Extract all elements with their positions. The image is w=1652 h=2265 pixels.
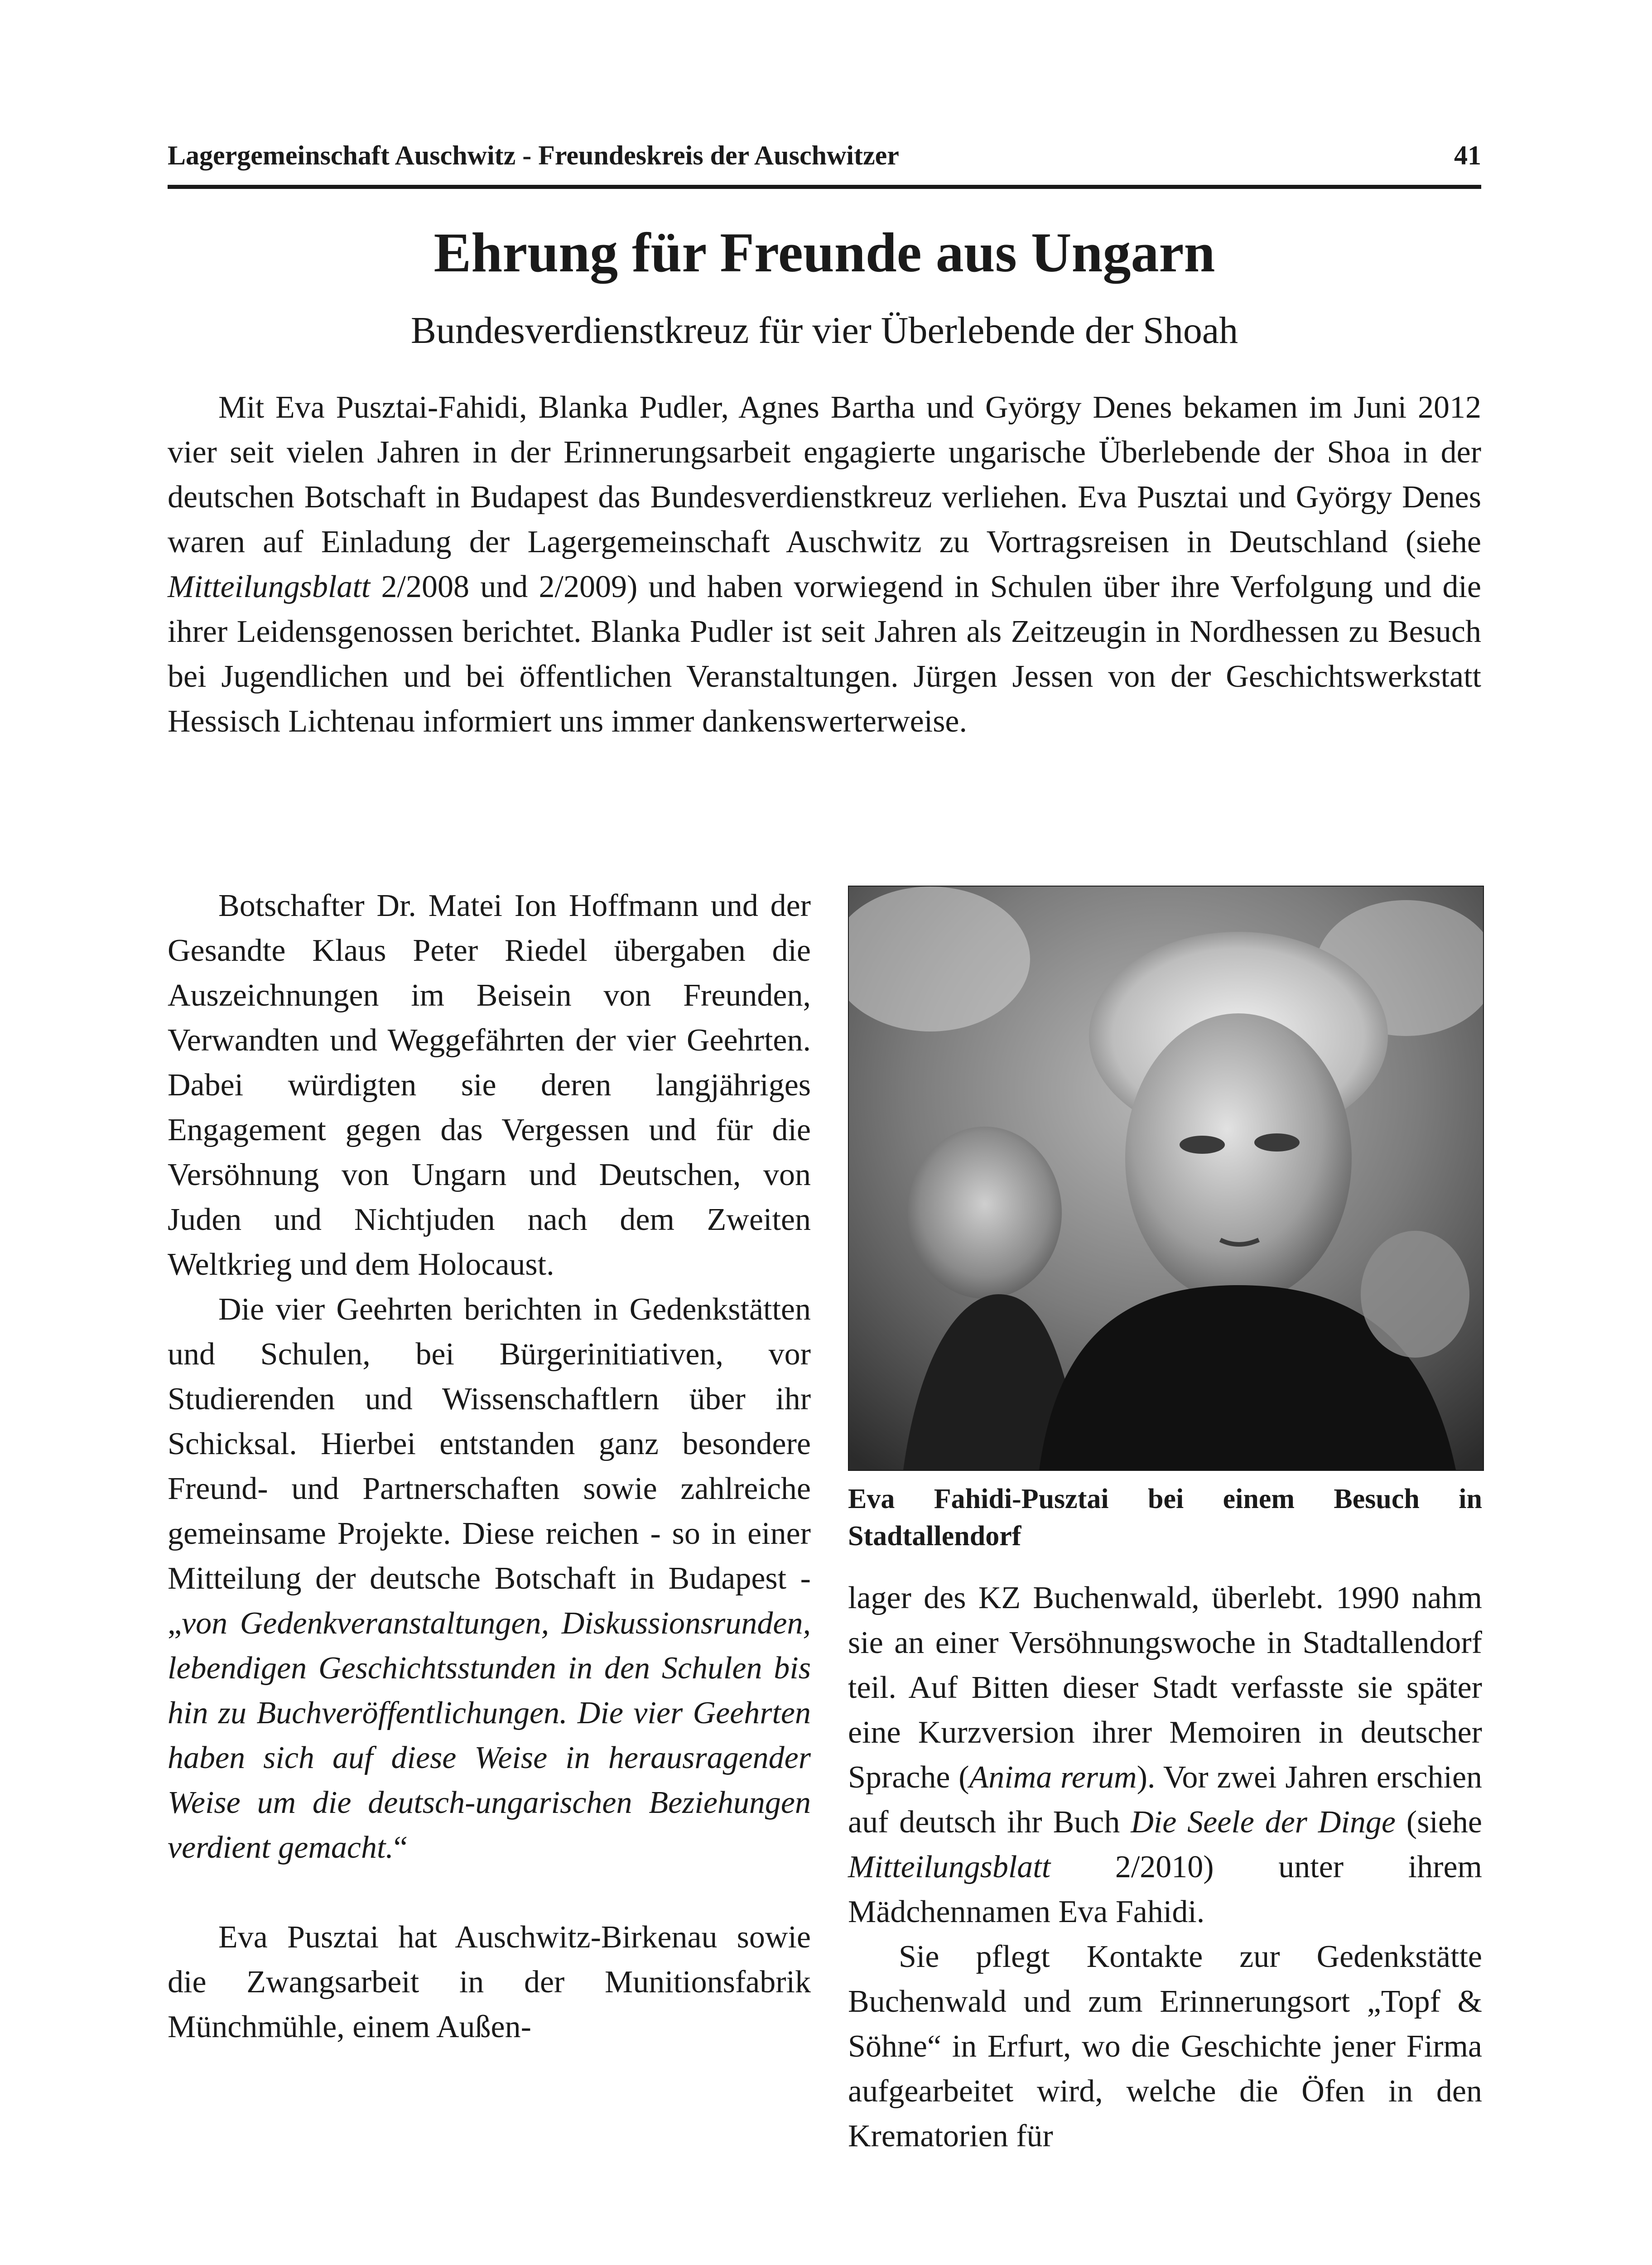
left-paragraph-3: Eva Pusztai hat Auschwitz-Birkenau sowie die Zwangsarbeit in der Munitionsfabrik Münchmühle, einem Außen- xyxy=(168,1920,811,2044)
running-title: Lagergemeinschaft Auschwitz - Freundeskreis der Auschwitzer xyxy=(168,140,899,170)
right-p1-b: ). Vor zwei Jahren erschien auf deutsch ihr Buch xyxy=(848,1760,1483,1840)
portrait-photo-illustration xyxy=(849,887,1483,1470)
photo-caption: Eva Fahidi-Pusztai bei einem Besuch in Stadtallendorf xyxy=(848,1484,1482,1552)
embassy-quote: von Gedenkveranstaltungen, Diskussionsrunden, lebendigen Geschichtsstunden in den Schulen bis hin zu Buchveröffentlichungen. Die vier Geehrten haben sich auf diese Weise in herausragender Weise um die deutsch-ungarischen Beziehungen verdient gemacht. xyxy=(168,1606,811,1865)
article-subtitle: Bundesverdienstkreuz für vier Überlebende der Shoah xyxy=(410,309,1238,352)
right-p1-a: lager des KZ Buchenwald, überlebt. 1990 nahm sie an einer Versöhnungswoche in Stadtallendorf teil. Auf Bitten dieser Stadt verfasste sie später eine Kurzversion ihrer Memoiren in deutscher Sprache ( xyxy=(848,1581,1482,1795)
intro-text-1: Mit Eva Pusztai-Fahidi, Blanka Pudler, Agnes Bartha und György Denes bekamen im Juni 2012 vier seit vielen Jahren in der Erinnerungsarbeit engagierte ungarische Überlebende der Shoa in der deutschen Botschaft in Budapest das Bundesverdienstkreuz verliehen. Eva Pusztai und György Denes waren auf Einladung der Lagergemeinschaft Auschwitz zu Vortragsreisen in Deutschland (siehe xyxy=(168,390,1481,559)
left-p2-lead: Die vier Geehrten berichten in Gedenkstätten und Schulen, bei Bürgerinitiativen, vor Studierenden und Wissenschaftlern über ihr Schicksal. Hierbei entstanden ganz besondere Freund- und Partnerschaften sowie zahlreiche gemeinsame Projekte. Diese reichen - so in einer Mitteilung der deutsche Botschaft in Budapest - „ xyxy=(168,1292,811,1641)
left-paragraph-1: Botschafter Dr. Matei Ion Hoffmann und der Gesandte Klaus Peter Riedel übergaben die Auszeichnungen im Beisein von Freunden, Verwandten und Weggefährten der vier Geehrten. Dabei würdigten sie deren langjähriges Engagement gegen das Vergessen und für die Versöhnung von Ungarn und Deutschen, von Juden und Nichtjuden nach dem Zweiten Weltkrieg und dem Holocaust. xyxy=(168,888,811,1282)
running-header xyxy=(168,135,1481,189)
mitteilungsblatt-ref: Mitteilungsblatt xyxy=(848,1850,1051,1884)
quote-close-mark: “ xyxy=(393,1830,408,1865)
article-title: Ehrung für Freunde aus Ungarn xyxy=(433,222,1215,284)
intro-text-2: 2/2008 und 2/2009) und haben vorwiegend in Schulen über ihre Verfolgung und die ihrer Leidensgenossen berichtet. Blanka Pudler ist seit Jahren als Zeitzeugin in Nordhessen zu Besuch bei Jugendlichen und bei öffentlichen Veranstaltungen. Jürgen Jessen von der Geschichtswerkstatt Hessisch Lichtenau informiert uns immer dankenswerterweise. xyxy=(168,569,1481,739)
intro-paragraph xyxy=(168,385,1481,744)
page-number: 41 xyxy=(1454,140,1481,170)
right-p1-c: (siehe xyxy=(1395,1805,1482,1840)
intro-italic-ref: Mitteilungsblatt xyxy=(168,569,371,604)
left-paragraph-2 xyxy=(168,1287,811,1870)
book-title-seele-der-dinge: Die Seele der Dinge xyxy=(1131,1805,1396,1840)
right-paragraph-2: Sie pflegt Kontakte zur Gedenkstätte Buchenwald und zum Erinnerungsort „Topf & Söhne“ in Erfurt, wo die Geschichte jener Firma aufgearbeitet wird, welche die Öfen in den Krematorien für xyxy=(848,1939,1482,2154)
left-column xyxy=(168,883,811,2049)
right-column xyxy=(848,1576,1482,2159)
book-title-anima-rerum: Anima rerum xyxy=(969,1760,1137,1795)
portrait-photo xyxy=(848,886,1484,1471)
right-p1-d: 2/2010) unter ihrem Mädchennamen Eva Fahidi. xyxy=(848,1850,1482,1929)
right-paragraph-1 xyxy=(848,1576,1482,1934)
